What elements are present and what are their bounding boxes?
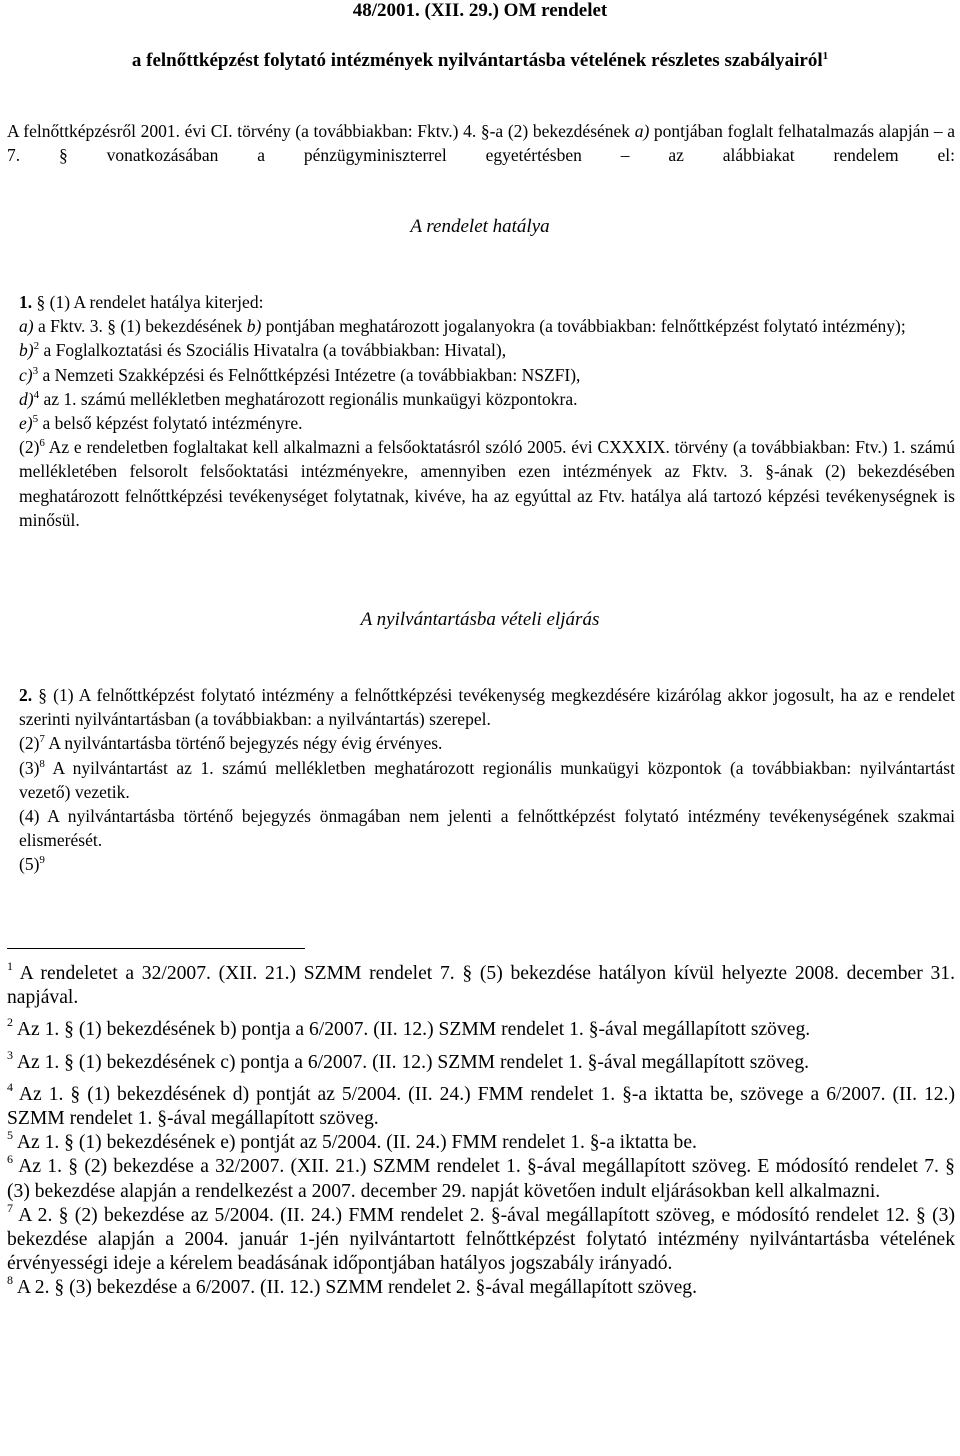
section-2 xyxy=(7,683,955,877)
preamble xyxy=(7,119,955,167)
footnote-ref[interactable]: 2 xyxy=(33,340,40,353)
footnote-ref[interactable]: 3 xyxy=(32,364,39,377)
point-a: a) a Fktv. 3. § (1) bekezdésének b) pontjában meghatározott jogalanyokra (a továbbiakban: felnőttképzést folytató intézmény); xyxy=(19,316,906,337)
footnote-ref[interactable]: 9 xyxy=(39,854,45,867)
footnote: $^8$ A 2. § (3) bekezdése a 6/2007. (II. 12.) SZMM rendelet 2. §-ával megállapított szöveg. xyxy=(7,1273,697,1299)
point-e: e)$^5$ a belső képzést folytató intézményre. xyxy=(19,413,303,434)
section-heading-scope: A rendelet hatálya xyxy=(410,216,550,237)
point-b: b)$^2$ a Foglalkoztatási és Szociális Hivatalra (a továbbiakban: Hivatal), xyxy=(19,340,507,361)
document-subtitle: a felnőttképzést folytató intézmények nyilvántartásba vételének részletes szabályairól$^1$ xyxy=(131,50,829,71)
document-title: 48/2001. (XII. 29.) OM rendelet xyxy=(352,0,608,21)
point-c: c)$^3$ a Nemzeti Szakképzési és Felnőttképzési Intézetre (a továbbiakban: NSZFI), xyxy=(19,364,581,385)
footnote: $^6$ Az 1. § (2) bekezdése a 32/2007. (XII. 21.) SZMM rendelet 1. §-ával megállapított szöveg. E módosító rendelet 7. § (3) bekezdése alapján a rendelkezést a 2007. december 29. napját követően indult eljárásokban kell alkalmazni. xyxy=(7,1152,955,1202)
footnote-ref[interactable]: 6 xyxy=(39,437,45,450)
section-heading-procedure: A nyilvántartásba vételi eljárás xyxy=(360,609,600,630)
footnote: $^1$ A rendeletet a 32/2007. (XII. 21.) SZMM rendelet 7. § (5) bekezdése hatályon kívül helyezte 2008. december 31. napjával. xyxy=(7,959,955,1009)
footnote-ref[interactable]: 4 xyxy=(33,388,40,401)
preamble-paragraph: A felnőttképzésről 2001. évi CI. törvény (a továbbiakban: Fktv.) 4. §-a (2) bekezdésének a) pontjában foglalt felhatalmazás alapján – a 7. § vonatkozásában a pénzügyminiszterrel egyetértésben – az alábbiakat rendelem el: xyxy=(7,121,956,166)
footnote: $^5$ Az 1. § (1) bekezdésének e) pontját az 5/2004. (II. 24.) FMM rendelet 1. §-a iktatta be. xyxy=(7,1128,697,1154)
footnote-ref[interactable]: 1 xyxy=(822,50,829,62)
paragraph-1-2: $(2)^6$ Az e rendeletben foglaltakat kell alkalmazni a felsőoktatásról szóló 2005. évi CXXXIX. törvény (a továbbiakban: Ftv.) 1. számú mellékletében felsorolt felsőoktatási intézményekre, amennyiben ezen intézmények az Fktv. 3. §-ának (2) bekezdésében meghatározott felnőttképzési tevékenységet folytatnak, kivéve, ha az egyúttal az Ftv. hatálya alá tartozó képzési tevékenységnek is minősül. xyxy=(19,437,955,530)
footnote: $^7$ A 2. § (2) bekezdése az 5/2004. (II. 24.) FMM rendelet 2. §-ával megállapított szöveg, e módosító rendelet 12. § (3) bekezdése alapján a 2004. január 1-jén nyilvántartott felnőttképzést folytató intézmény nyilvántartásba vételének érvényességi ideje a kérelem beadásának időpontjában hatályos jogszabály irányadó. xyxy=(7,1200,955,1275)
footnote: $^3$ Az 1. § (1) bekezdésének c) pontja a 6/2007. (II. 12.) SZMM rendelet 1. §-ával megállapított szöveg. xyxy=(7,1047,810,1073)
paragraph-2-1: 2. § (1) A felnőttképzést folytató intézmény a felnőttképzési tevékenység megkezdésére kizárólag akkor jogosult, ha az e rendelet szerinti nyilvántartásban (a továbbiakban: a nyilvántartás) szerepel. xyxy=(19,685,955,730)
paragraph-2-3: $(3)^8$ A nyilvántartást az 1. számú mellékletben meghatározott regionális munkaügyi központok (a továbbiakban: nyilvántartást vezető) vezetik. xyxy=(19,757,955,802)
paragraph-2-4: (4) A nyilvántartásba történő bejegyzés önmagában nem jelenti a felnőttképzést folytató intézmény tevékenységének szakmai elismerését. xyxy=(19,806,955,851)
footnotes xyxy=(7,959,955,1301)
point-d: d)$^4$ az 1. számú mellékletben meghatározott regionális munkaügyi központokra. xyxy=(19,388,578,409)
footnote-ref[interactable]: 5 xyxy=(32,413,39,426)
section-1-intro: 1. § (1) A rendelet hatálya kiterjed: xyxy=(19,292,264,312)
footnote: $^4$ Az 1. § (1) bekezdésének d) pontját az 5/2004. (II. 24.) FMM rendelet 1. §-a iktatta be, szövege a 6/2007. (II. 12.) SZMM rendelet 1. §-ával megállapított szöveg. xyxy=(7,1079,955,1130)
footnote: $^2$ Az 1. § (1) bekezdésének b) pontja a 6/2007. (II. 12.) SZMM rendelet 1. §-ával megállapított szöveg. xyxy=(7,1015,811,1041)
footnote-ref[interactable]: 7 xyxy=(39,733,45,746)
paragraph-2-2: $(2)^7$ A nyilvántartásba történő bejegyzés négy évig érvényes. xyxy=(19,733,443,754)
section-1 xyxy=(7,290,955,532)
footnote-ref[interactable]: 8 xyxy=(39,757,45,770)
paragraph-2-5: $(5)^9$ xyxy=(19,854,45,875)
footnote-separator xyxy=(7,948,305,949)
